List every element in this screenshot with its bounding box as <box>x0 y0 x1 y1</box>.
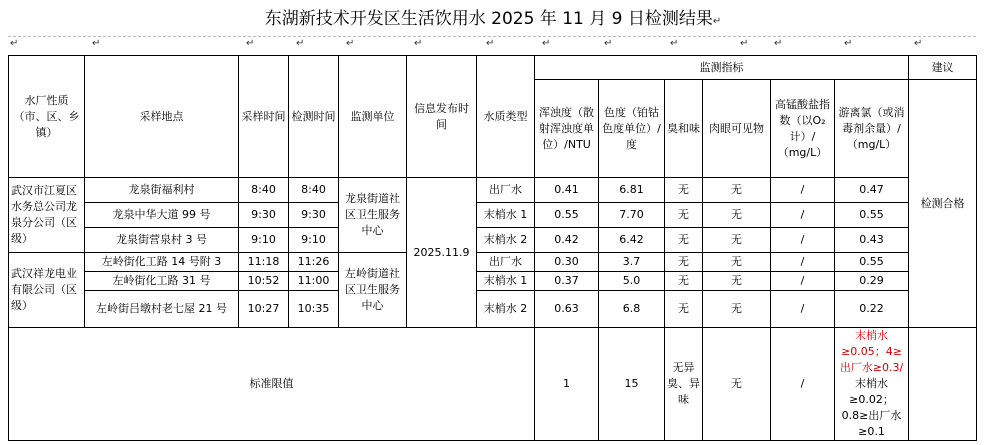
sample-time-cell: 8:40 <box>239 178 289 203</box>
header-plant: 水厂性质（市、区、乡镇） <box>9 56 85 178</box>
color-cell: 5.0 <box>599 272 665 291</box>
limit-color: 15 <box>599 328 665 441</box>
header-cod: 高锰酸盐指数（以O₂计）/（mg/L） <box>771 80 835 178</box>
chlorine-cell: 0.55 <box>835 253 909 272</box>
turbidity-cell: 0.42 <box>535 228 599 253</box>
cod-cell: / <box>771 228 835 253</box>
chlorine-cell: 0.43 <box>835 228 909 253</box>
limit-visible: 无 <box>703 328 771 441</box>
limits-row <box>9 328 977 441</box>
header-publish-time: 信息发布时间 <box>407 56 477 178</box>
location-cell: 龙泉中华大道 99 号 <box>85 203 239 228</box>
sample-time-cell: 11:18 <box>239 253 289 272</box>
header-odor: 臭和味 <box>665 80 703 178</box>
header-indicators: 监测指标 <box>535 56 909 80</box>
chlorine-cell: 0.29 <box>835 272 909 291</box>
header-unit: 监测单位 <box>339 56 407 178</box>
header-suggestion: 建议 <box>909 56 977 80</box>
table-row <box>9 253 977 272</box>
color-cell: 7.70 <box>599 203 665 228</box>
limit-suggestion-empty <box>909 328 977 441</box>
odor-cell: 无 <box>665 291 703 328</box>
limit-cod: / <box>771 328 835 441</box>
paragraph-mark-icon: ↵ <box>486 38 495 49</box>
visible-cell: 无 <box>703 203 771 228</box>
water-type-cell: 出厂水 <box>477 253 535 272</box>
turbidity-cell: 0.30 <box>535 253 599 272</box>
result-cell: 检测合格 <box>909 80 977 328</box>
water-type-cell: 末梢水 2 <box>477 228 535 253</box>
header-row-1 <box>9 56 977 80</box>
paragraph-mark-icon: ↵ <box>670 38 679 49</box>
chlorine-cell: 0.47 <box>835 178 909 203</box>
visible-cell: 无 <box>703 291 771 328</box>
header-turbidity: 浑浊度（散射浑浊度单位）/NTU <box>535 80 599 178</box>
cod-cell: / <box>771 253 835 272</box>
visible-cell: 无 <box>703 178 771 203</box>
cod-cell: / <box>771 272 835 291</box>
limit-chlorine-red: 末梢水≥0.05；4≥出厂水≥0.3/ <box>839 329 904 374</box>
ruler-guide-line <box>8 36 976 37</box>
limit-chlorine <box>835 328 909 441</box>
test-time-cell: 9:30 <box>289 203 339 228</box>
paragraph-mark-icon: ↵ <box>246 38 255 49</box>
visible-cell: 无 <box>703 272 771 291</box>
color-cell: 6.81 <box>599 178 665 203</box>
title-text: 东湖新技术开发区生活饮用水 2025 年 11 月 9 日检测结果 <box>264 9 713 29</box>
paragraph-mark-icon: ↵ <box>10 38 19 49</box>
color-cell: 6.8 <box>599 291 665 328</box>
table-row <box>9 178 977 203</box>
test-time-cell: 8:40 <box>289 178 339 203</box>
location-cell: 左岭街化工路 31 号 <box>85 272 239 291</box>
turbidity-cell: 0.41 <box>535 178 599 203</box>
paragraph-mark-icon: ↵ <box>414 38 423 49</box>
water-type-cell: 出厂水 <box>477 178 535 203</box>
header-chlorine: 游离氯（或消毒剂余量）/（mg/L） <box>835 80 909 178</box>
header-sample-time: 采样时间 <box>239 56 289 178</box>
sample-time-cell: 10:52 <box>239 272 289 291</box>
water-type-cell: 末梢水 1 <box>477 203 535 228</box>
header-test-time: 检测时间 <box>289 56 339 178</box>
table-row <box>9 203 977 228</box>
test-time-cell: 11:00 <box>289 272 339 291</box>
paragraph-mark-icon: ↵ <box>712 16 722 27</box>
header-water-type: 水质类型 <box>477 56 535 178</box>
water-type-cell: 末梢水 2 <box>477 291 535 328</box>
test-time-cell: 11:26 <box>289 253 339 272</box>
table-row <box>9 291 977 328</box>
paragraph-mark-icon: ↵ <box>346 38 355 49</box>
paragraph-mark-icon: ↵ <box>542 38 551 49</box>
color-cell: 6.42 <box>599 228 665 253</box>
odor-cell: 无 <box>665 253 703 272</box>
unit-cell: 左岭街道社区卫生服务中心 <box>339 253 407 328</box>
water-type-cell: 末梢水 1 <box>477 272 535 291</box>
paragraph-mark-icon: ↵ <box>740 38 749 49</box>
plant-cell: 武汉祥龙电业有限公司（区级） <box>9 253 85 328</box>
paragraph-mark-icon: ↵ <box>914 38 923 49</box>
chlorine-cell: 0.22 <box>835 291 909 328</box>
cod-cell: / <box>771 178 835 203</box>
location-cell: 左岭街化工路 14 号附 3 <box>85 253 239 272</box>
location-cell: 龙泉街营泉村 3 号 <box>85 228 239 253</box>
limits-label: 标准限值 <box>9 328 535 441</box>
sample-time-cell: 10:27 <box>239 291 289 328</box>
results-table <box>8 55 977 441</box>
limit-chlorine-black: 末梢水≥0.02；0.8≥出厂水≥0.1 <box>841 377 902 438</box>
turbidity-cell: 0.63 <box>535 291 599 328</box>
test-time-cell: 10:35 <box>289 291 339 328</box>
paragraph-mark-icon: ↵ <box>604 38 613 49</box>
header-color: 色度（铂钴色度单位）/度 <box>599 80 665 178</box>
header-location: 采样地点 <box>85 56 239 178</box>
visible-cell: 无 <box>703 253 771 272</box>
odor-cell: 无 <box>665 178 703 203</box>
chlorine-cell: 0.55 <box>835 203 909 228</box>
cod-cell: / <box>771 291 835 328</box>
table-row <box>9 272 977 291</box>
visible-cell: 无 <box>703 228 771 253</box>
paragraph-mark-icon: ↵ <box>774 38 783 49</box>
page-title <box>0 8 986 33</box>
publish-date-cell: 2025.11.9 <box>407 178 477 328</box>
odor-cell: 无 <box>665 272 703 291</box>
cod-cell: / <box>771 203 835 228</box>
location-cell: 龙泉街福利村 <box>85 178 239 203</box>
paragraph-mark-icon: ↵ <box>92 38 101 49</box>
paragraph-mark-icon: ↵ <box>296 38 305 49</box>
test-time-cell: 9:10 <box>289 228 339 253</box>
odor-cell: 无 <box>665 203 703 228</box>
sample-time-cell: 9:10 <box>239 228 289 253</box>
turbidity-cell: 0.37 <box>535 272 599 291</box>
odor-cell: 无 <box>665 228 703 253</box>
color-cell: 3.7 <box>599 253 665 272</box>
sample-time-cell: 9:30 <box>239 203 289 228</box>
paragraph-mark-icon: ↵ <box>844 38 853 49</box>
limit-odor: 无异臭、异味 <box>665 328 703 441</box>
unit-cell: 龙泉街道社区卫生服务中心 <box>339 178 407 253</box>
location-cell: 左岭街吕墩村老七屋 21 号 <box>85 291 239 328</box>
turbidity-cell: 0.55 <box>535 203 599 228</box>
header-visible: 肉眼可见物 <box>703 80 771 178</box>
table-row <box>9 228 977 253</box>
plant-cell: 武汉市江夏区水务总公司龙泉分公司（区级） <box>9 178 85 253</box>
limit-turbidity: 1 <box>535 328 599 441</box>
